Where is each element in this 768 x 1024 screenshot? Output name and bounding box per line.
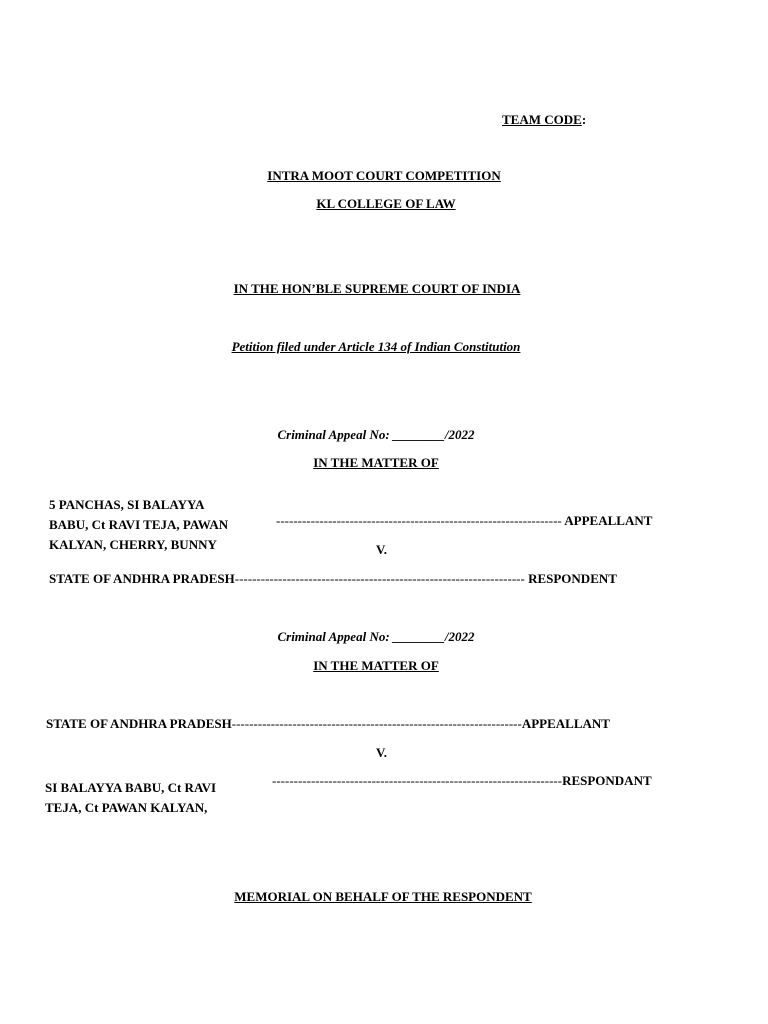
case1-appeal-blank: ________ [392,427,445,442]
case1-appellant-dashes: ------------------------------------------------------------------ [276,513,562,528]
case2-respondent-names [45,778,216,818]
memorial-heading: MEMORIAL ON BEHALF OF THE RESPONDENT [234,889,532,904]
case1-respondent-dashes: ------------------------------------------------------------------- [234,571,525,586]
case2-appellant-dashes: ------------------------------------------------------------------- [231,716,522,731]
case1-appeal-number [277,427,474,443]
case1-respondent-role: RESPONDENT [524,571,617,586]
team-code-label: TEAM CODE [502,112,582,127]
case2-respondent-dashes: ------------------------------------------------------------------- [272,773,563,788]
case2-respondent-line: SI BALAYYA BABU, Ct RAVI [45,780,217,795]
case1-matter-of: IN THE MATTER OF [313,455,439,470]
team-code-colon: : [581,112,587,127]
team-code [502,112,586,128]
case2-appellant-name: STATE OF ANDHRA PRADESH [46,716,232,731]
case1-appellant-role-line [276,513,652,529]
case1-appellant-line: BABU, Ct RAVI TEJA, PAWAN [49,517,229,532]
college-name: KL COLLEGE OF LAW [316,196,456,211]
case2-appeal-blank: ________ [392,629,445,644]
case2-appeal-year: /2022 [444,629,475,644]
case1-appeal-label: Criminal Appeal No: [277,427,393,442]
case2-appellant-line [46,716,610,732]
case2-appeal-number [277,629,474,645]
case2-respondent-line: TEJA, Ct PAWAN KALYAN, [45,800,208,815]
case1-versus: V. [376,542,387,557]
case1-respondent-name: STATE OF ANDHRA PRADESH [49,571,235,586]
case1-appellant-role: APPEALLANT [561,513,653,528]
court-heading: IN THE HON’BLE SUPREME COURT OF INDIA [233,281,521,296]
case1-appellant-names [49,495,228,555]
case2-appellant-role: APPEALLANT [521,716,610,731]
case1-appellant-line: 5 PANCHAS, SI BALAYYA [49,497,205,512]
petition-line: Petition filed under Article 134 of Indian Constitution [231,339,521,354]
case1-respondent-line [49,571,617,587]
competition-title: INTRA MOOT COURT COMPETITION [267,168,501,183]
case1-appeal-year: /2022 [444,427,475,442]
case2-versus: V. [376,745,387,760]
case2-appeal-label: Criminal Appeal No: [277,629,393,644]
case1-appellant-line: KALYAN, CHERRY, BUNNY [49,537,217,552]
case2-respondent-role-line [272,773,652,789]
case2-matter-of: IN THE MATTER OF [313,658,439,673]
case2-respondent-role: RESPONDANT [562,773,652,788]
